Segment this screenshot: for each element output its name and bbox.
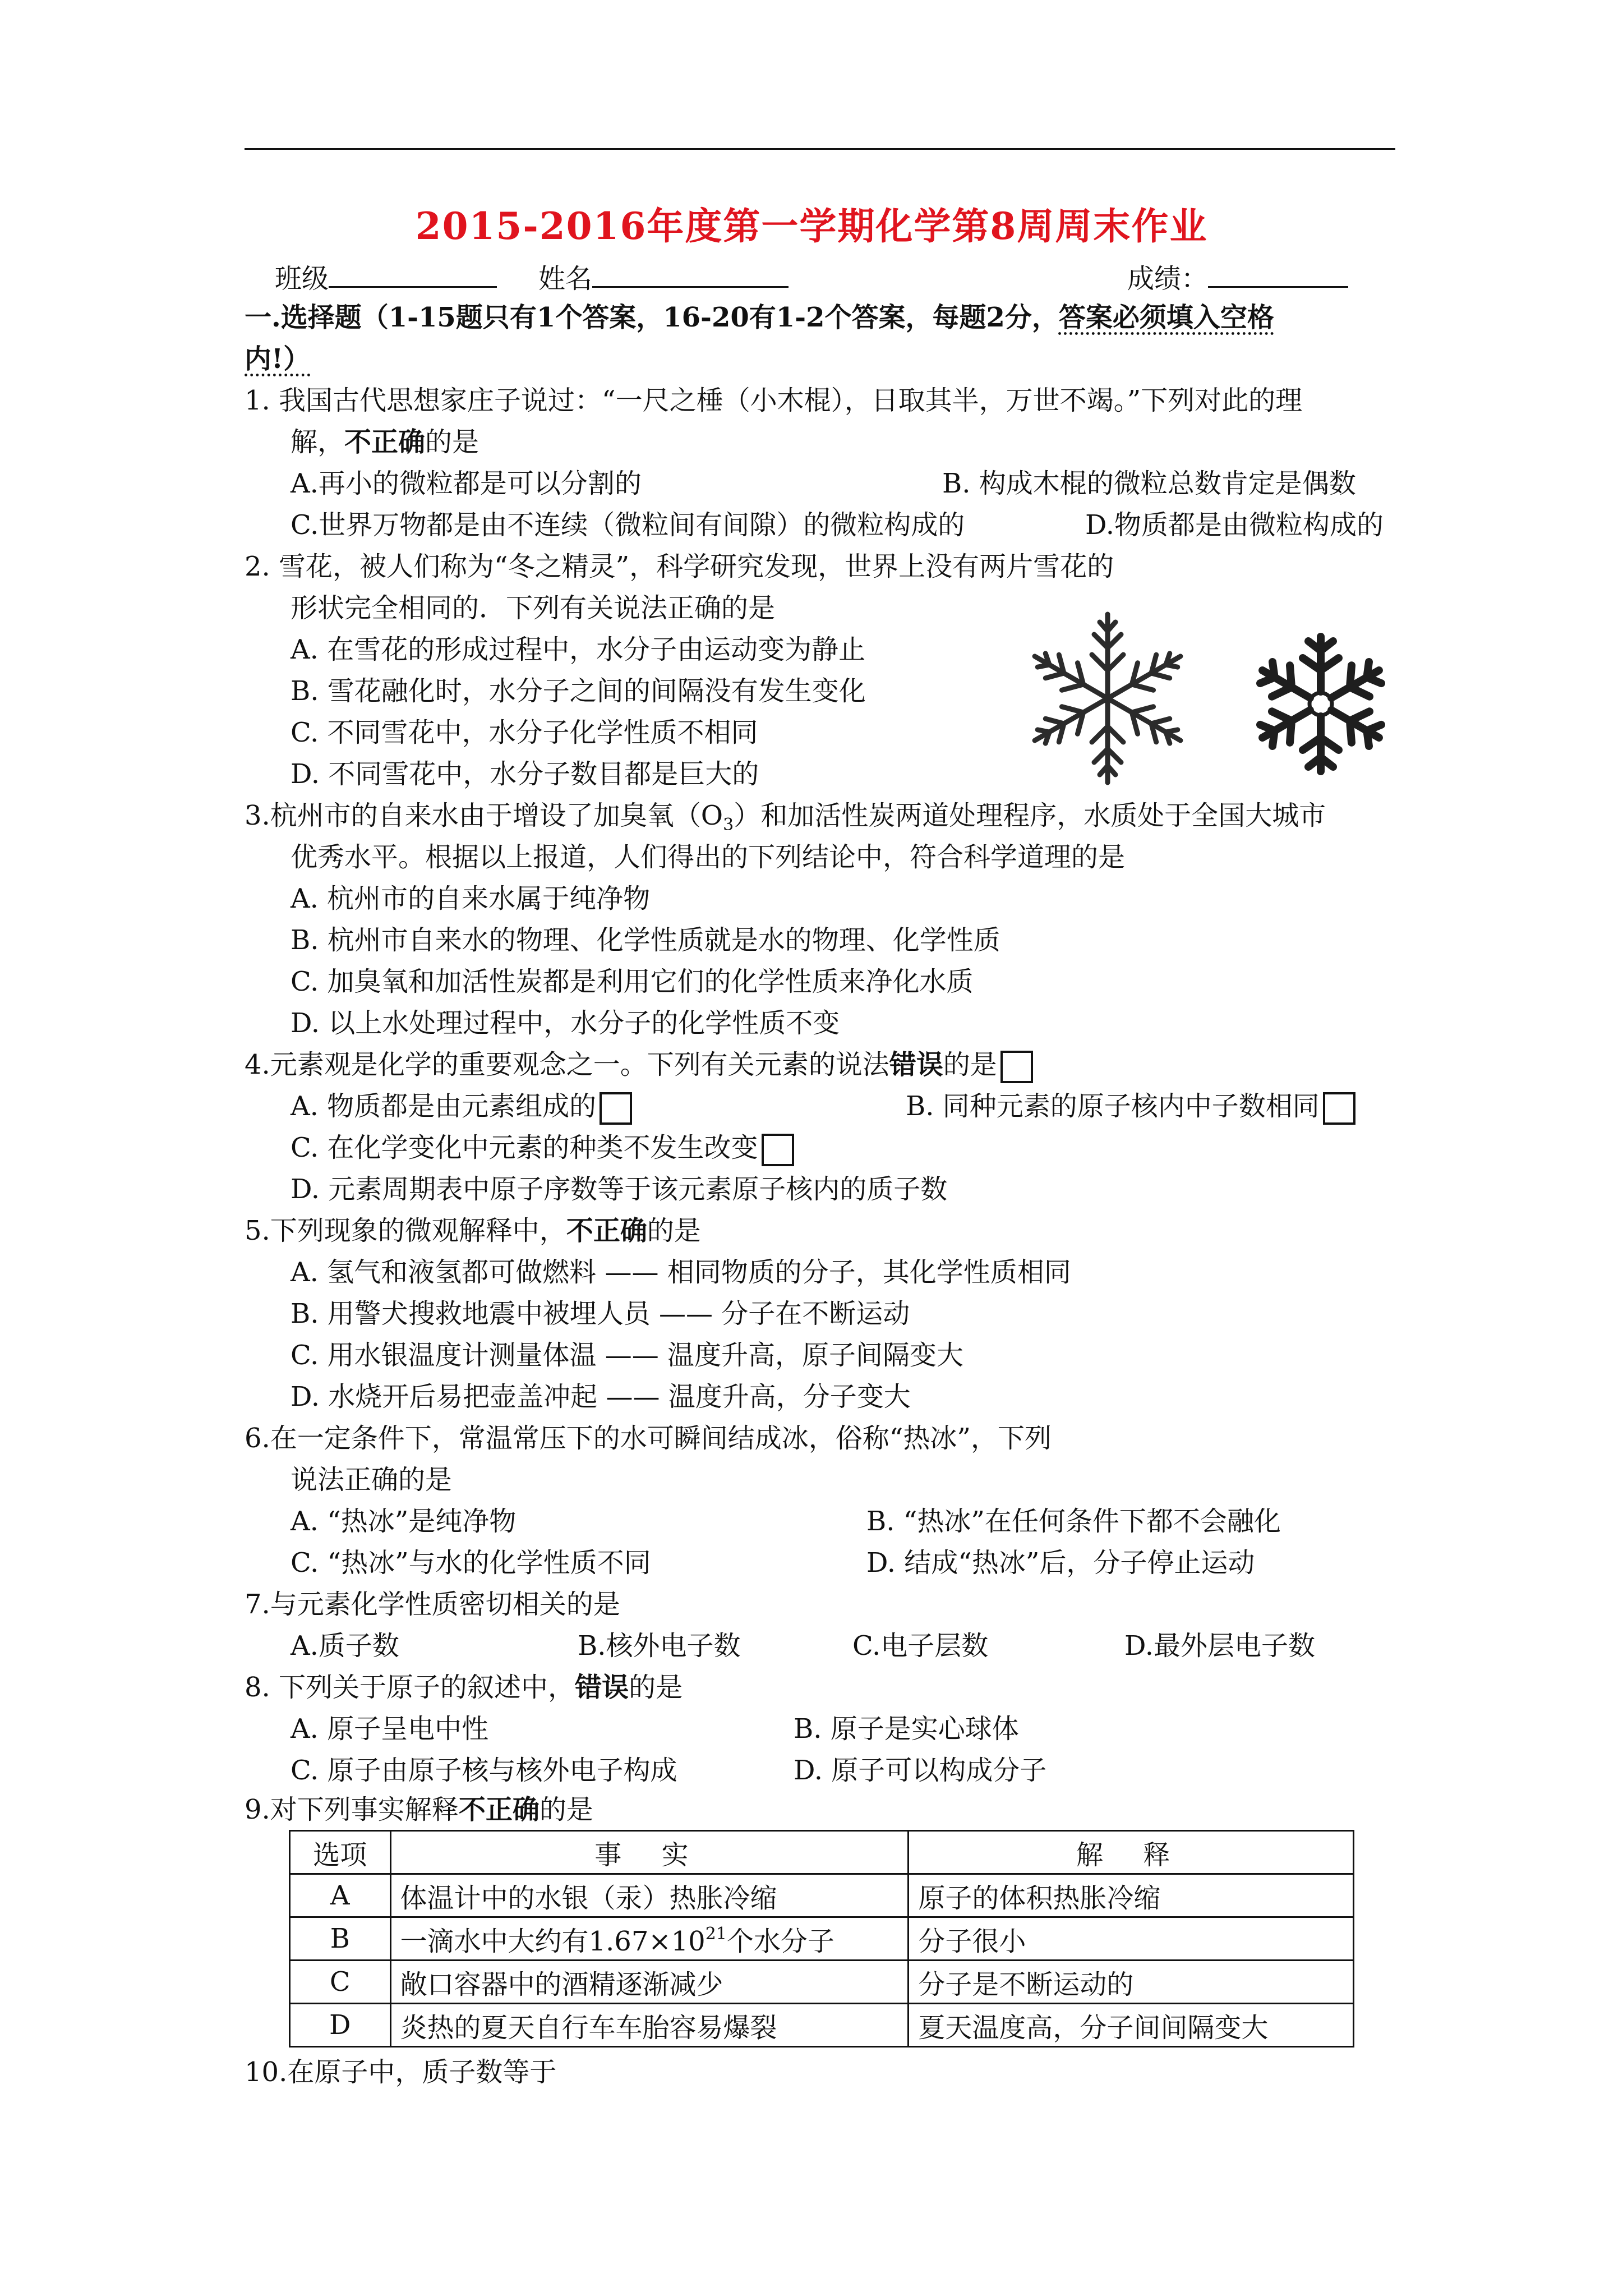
- row-fact-exponent: 21: [705, 1924, 727, 1944]
- q9-stem: [245, 1793, 593, 1826]
- q5-stem-end: 的是: [647, 1215, 701, 1246]
- q8-stem-text: 8. 下列关于原子的叙述中，: [245, 1672, 575, 1703]
- table-header-option: 选项: [290, 1831, 391, 1874]
- q2-stem-line2: 形状完全相同的．下列有关说法正确的是: [291, 592, 776, 624]
- q3-stem-text: 3.杭州市的自来水由于增设了加臭氧（O: [245, 800, 723, 831]
- q4-option-c: [291, 1131, 794, 1166]
- q1-option-b: B. 构成木棍的微粒总数肯定是偶数: [942, 468, 1356, 499]
- q6-stem-line1: 6.在一定条件下，常温常压下的水可瞬间结成冰，俗称“热冰”，下列: [245, 1423, 1052, 1454]
- class-label: 班级: [275, 263, 329, 295]
- q9-stem-text: 9.对下列事实解释: [245, 1794, 459, 1825]
- row-explanation: 分子是不断运动的: [909, 1961, 1354, 2004]
- q8-option-c: C. 原子由原子核与核外电子构成: [291, 1755, 677, 1786]
- q8-stem: [245, 1671, 683, 1704]
- q7-stem: 7.与元素化学性质密切相关的是: [245, 1589, 620, 1620]
- q10-stem: 10.在原子中，质子数等于: [245, 2056, 557, 2088]
- q2-option-b: B. 雪花融化时，水分子之间的间隔没有发生变化: [291, 675, 866, 707]
- section-heading: [245, 301, 1274, 334]
- q5-stem-text: 5.下列现象的微观解释中，: [245, 1215, 566, 1246]
- row-option: D: [290, 2004, 391, 2047]
- q3-ozone-subscript: 3: [723, 815, 734, 835]
- table-row: [290, 2004, 1354, 2047]
- q1-option-c: C.世界万物都是由不连续（微粒间有间隙）的微粒构成的: [291, 509, 965, 541]
- q4-option-b-box[interactable]: [1323, 1092, 1355, 1125]
- table-row: [290, 1874, 1354, 1917]
- q4-answer-box[interactable]: [1000, 1051, 1033, 1083]
- q5-stem: [245, 1214, 701, 1248]
- q3-stem-line1: [245, 799, 1326, 842]
- row-fact: [390, 1917, 909, 1961]
- q5-option-d: D. 水烧开后易把壶盖冲起 —— 温度升高，分子变大: [291, 1381, 911, 1412]
- q4-stem-end: 的是: [943, 1049, 997, 1080]
- row-option: C: [290, 1961, 391, 2004]
- row-fact-text-2: 个水分子: [726, 1925, 834, 1957]
- q8-option-b: B. 原子是实心球体: [794, 1713, 1019, 1745]
- class-blank[interactable]: [329, 284, 497, 288]
- name-label: 姓名: [538, 263, 593, 295]
- section-heading-line2: 内!）: [245, 343, 311, 375]
- class-field: [275, 257, 497, 296]
- q4-option-a: [291, 1089, 632, 1125]
- q6-option-a: A. “热冰”是纯净物: [291, 1506, 517, 1537]
- q4-option-b-text: B. 同种元素的原子核内中子数相同: [906, 1091, 1320, 1122]
- q7-option-d: D.最外层电子数: [1124, 1630, 1316, 1662]
- table-header-row: [290, 1831, 1354, 1874]
- q6-option-c: C. “热冰”与水的化学性质不同: [291, 1547, 651, 1579]
- top-rule: [245, 148, 1395, 150]
- row-fact: 体温计中的水银（汞）热胀冷缩: [390, 1874, 909, 1917]
- page-title: 2015-2016年度第一学期化学第8周周末作业: [415, 204, 1208, 248]
- q1-option-d: D.物质都是由微粒构成的: [1085, 509, 1384, 541]
- row-option: A: [290, 1874, 391, 1917]
- q8-option-d: D. 原子可以构成分子: [794, 1755, 1047, 1786]
- q4-stem: [245, 1048, 1033, 1083]
- row-fact-text: 一滴水中大约有1.67×10: [400, 1925, 706, 1957]
- q4-option-b: [906, 1089, 1355, 1125]
- table-row: [290, 1961, 1354, 2004]
- row-explanation: 分子很小: [909, 1917, 1354, 1961]
- q2-option-a: A. 在雪花的形成过程中，水分子由运动变为静止: [291, 634, 866, 665]
- q1-stem-line1: 1. 我国古代思想家庄子说过：“一尺之棰（小木棍），日取其半，万世不竭。”下列对此的理: [245, 385, 1303, 416]
- row-explanation: 夏天温度高，分子间间隔变大: [909, 2004, 1354, 2047]
- q8-stem-emphasis: 错误: [575, 1672, 629, 1703]
- q7-option-a: A.质子数: [291, 1630, 399, 1662]
- name-blank[interactable]: [592, 284, 789, 288]
- row-option: B: [290, 1917, 391, 1961]
- q3-option-c: C. 加臭氧和加活性炭都是利用它们的化学性质来净化水质: [291, 966, 974, 997]
- name-field: [538, 257, 789, 296]
- q1-option-a: A.再小的微粒都是可以分割的: [291, 468, 642, 499]
- q5-option-a: A. 氢气和液氢都可做燃料 —— 相同物质的分子，其化学性质相同: [291, 1257, 1071, 1288]
- section-heading-text: 一.选择题（1-15题只有1个答案，16-20有1-2个答案，每题2分，: [245, 302, 1059, 333]
- q2-option-d: D. 不同雪花中，水分子数目都是巨大的: [291, 758, 759, 790]
- q4-stem-text: 4.元素观是化学的重要观念之一。下列有关元素的说法: [245, 1049, 889, 1080]
- section-heading-emphasis: 答案必须填入空格: [1058, 302, 1274, 333]
- score-blank[interactable]: [1208, 284, 1348, 288]
- q8-stem-end: 的是: [629, 1672, 683, 1703]
- q6-stem-line2: 说法正确的是: [291, 1464, 453, 1496]
- q1-stem-emphasis: 不正确: [344, 426, 426, 458]
- row-fact: 炎热的夏天自行车车胎容易爆裂: [390, 2004, 909, 2047]
- q4-option-c-text: C. 在化学变化中元素的种类不发生改变: [291, 1132, 758, 1163]
- q5-option-c: C. 用水银温度计测量体温 —— 温度升高，原子间隔变大: [291, 1340, 964, 1371]
- q4-option-c-box[interactable]: [762, 1134, 794, 1166]
- q2-stem-line1: 2. 雪花，被人们称为“冬之精灵”，科学研究发现，世界上没有两片雪花的: [245, 551, 1114, 582]
- q4-option-a-box[interactable]: [600, 1092, 632, 1125]
- q8-option-a: A. 原子呈电中性: [291, 1713, 489, 1745]
- q6-option-b: B. “热冰”在任何条件下都不会融化: [866, 1506, 1281, 1537]
- q9-stem-end: 的是: [539, 1794, 593, 1825]
- q1-stem-line2: [291, 425, 479, 459]
- q7-option-b: B.核外电子数: [578, 1630, 741, 1662]
- q3-stem-line2: 优秀水平。根据以上报道，人们得出的下列结论中，符合科学道理的是: [291, 841, 1126, 873]
- q5-option-b: B. 用警犬搜救地震中被埋人员 —— 分子在不断运动: [291, 1298, 910, 1329]
- q4-stem-emphasis: 错误: [889, 1049, 943, 1080]
- snowflake-image-2: [1239, 628, 1402, 780]
- q3-option-b: B. 杭州市自来水的物理、化学性质就是水的物理、化学性质: [291, 924, 1000, 956]
- row-explanation: 原子的体积热胀冷缩: [909, 1874, 1354, 1917]
- q3-option-d: D. 以上水处理过程中，水分子的化学性质不变: [291, 1007, 840, 1039]
- q4-option-d: D. 元素周期表中原子序数等于该元素原子核内的质子数: [291, 1174, 948, 1205]
- q6-option-d: D. 结成“热冰”后，分子停止运动: [866, 1547, 1255, 1579]
- q7-option-c: C.电子层数: [852, 1630, 989, 1662]
- q4-option-a-text: A. 物质都是由元素组成的: [291, 1091, 597, 1122]
- q1-stem-end: 的是: [425, 426, 479, 458]
- table-header-fact: 事 实: [390, 1831, 909, 1874]
- q3-stem-text-2: ）和加活性炭两道处理程序，水质处于全国大城市: [734, 800, 1326, 831]
- row-fact: 敞口容器中的酒精逐渐减少: [390, 1961, 909, 2004]
- q9-facts-table: [289, 1830, 1354, 2047]
- table-header-explanation: 解 释: [909, 1831, 1354, 1874]
- q1-stem-text: 解，: [291, 426, 345, 458]
- table-row: [290, 1917, 1354, 1961]
- score-label: 成绩：: [1127, 263, 1209, 295]
- q5-stem-emphasis: 不正确: [566, 1215, 647, 1246]
- q9-stem-emphasis: 不正确: [458, 1794, 540, 1825]
- q2-option-c: C. 不同雪花中，水分子化学性质不相同: [291, 717, 758, 748]
- q3-option-a: A. 杭州市的自来水属于纯净物: [291, 883, 651, 914]
- snowflake-image-1: [1026, 606, 1189, 791]
- score-field: [1127, 257, 1348, 296]
